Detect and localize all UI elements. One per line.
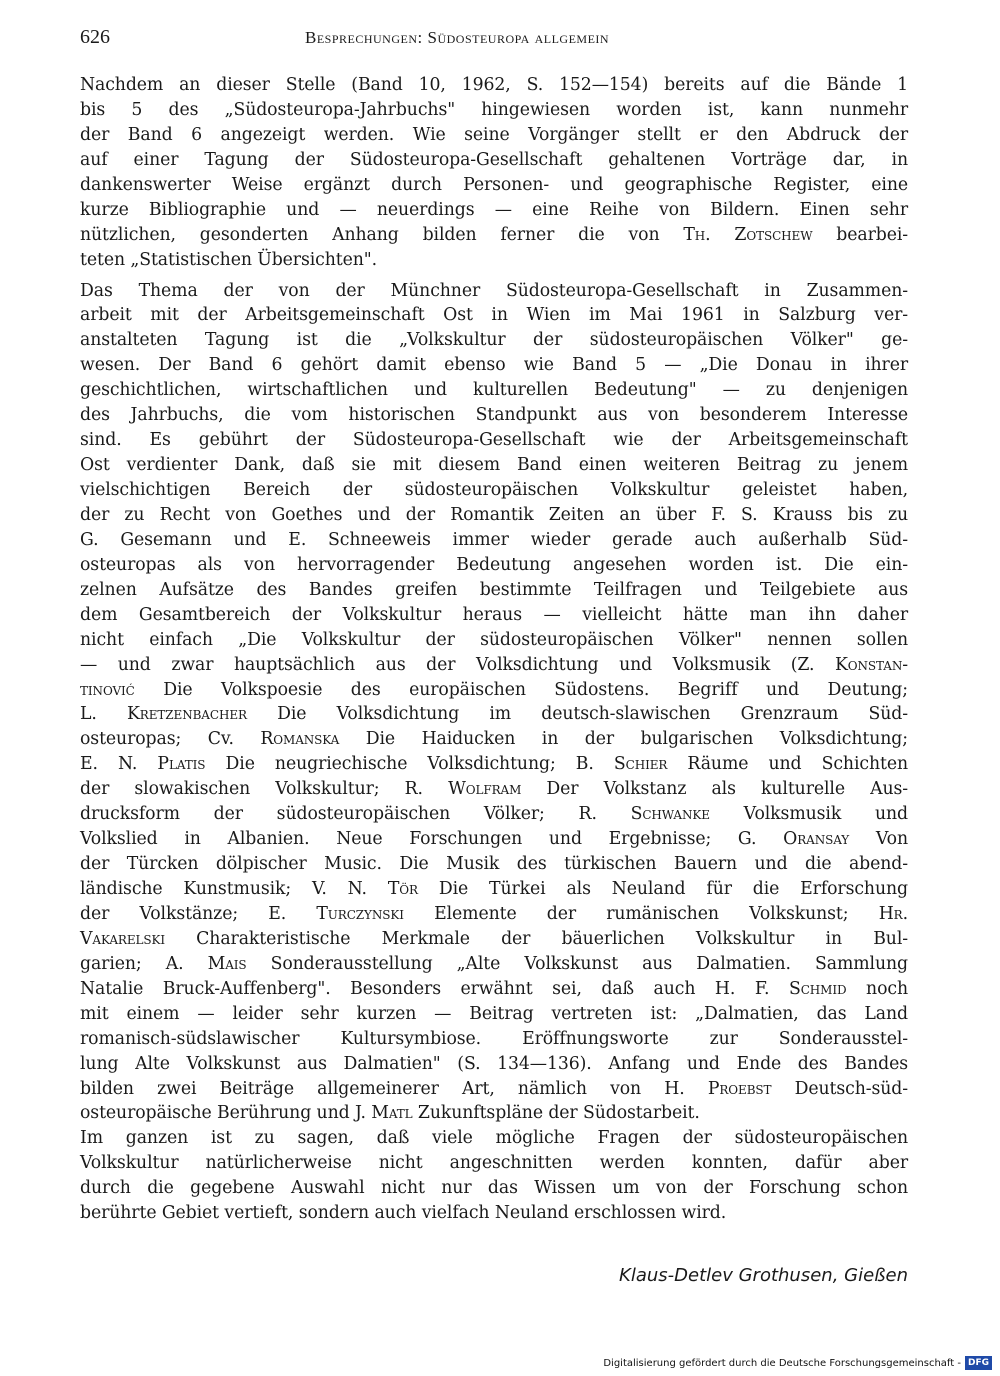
text-run: anstalteten Tagung ist die „Volkskultur der südosteuropäischen Völker" ge- <box>80 330 908 351</box>
text-line <box>80 198 908 223</box>
text-run: bilden zwei Beiträge allgemeinerer Art, nämlich von H. <box>80 1078 708 1099</box>
author-signature: Klaus-Detlev Grothusen, Gießen <box>619 1265 908 1286</box>
text-run: Elemente der rumänischen Volkskunst; <box>403 903 879 924</box>
text-run: Von <box>849 829 908 850</box>
page-header <box>0 26 1000 56</box>
text-run: Die Haiducken in der bulgarischen Volksdichtung; <box>339 729 908 750</box>
text-line <box>80 702 908 727</box>
text-line <box>80 802 908 827</box>
text-line <box>80 727 908 752</box>
text-line <box>80 553 908 578</box>
author-name: Tör <box>387 879 418 899</box>
text-line <box>80 1101 908 1126</box>
author-name: Platis <box>157 754 206 775</box>
author-name: Kretzenbacher <box>126 704 247 725</box>
text-line <box>80 123 908 148</box>
text-run: Die Volkspoesie des europäischen Südostens. Begriff und Deutung; <box>134 679 908 700</box>
author-name: Proebst <box>707 1078 772 1099</box>
text-line <box>80 952 908 977</box>
text-run: L. <box>80 704 127 725</box>
text-line <box>80 503 908 528</box>
text-run: romanisch-südslawischer Kultursymbiose. Eröffnungsworte zur Sonderausstel- <box>80 1028 908 1049</box>
text-run: sind. Es gebührt der Südosteuropa-Gesellschaft wie der Arbeitsgemeinschaft <box>80 430 908 451</box>
text-line <box>80 453 908 478</box>
text-line <box>80 223 908 248</box>
text-run: Im ganzen ist zu sagen, daß viele mögliche Fragen der südosteuropäischen <box>80 1128 908 1149</box>
author-name: Schwanke <box>630 804 710 825</box>
text-run: Zukunftspläne der Südostarbeit. <box>412 1103 700 1124</box>
author-name: Vakarelski <box>80 928 165 949</box>
text-run: Natalie Bruck-Auffenberg". Besonders erwähnt sei, daß auch H. F. <box>80 978 789 999</box>
text-line <box>80 279 908 304</box>
text-run: der zu Recht von Goethes und der Romantik Zeiten an über F. S. Krauss bis zu <box>80 504 908 525</box>
text-run: durch die gegebene Auswahl nicht nur das Wissen um von der Forschung schon <box>80 1178 908 1199</box>
text-line <box>80 378 908 403</box>
text-run: Die Türkei als Neuland für die Erforschung <box>417 879 908 899</box>
text-line <box>80 1126 908 1151</box>
text-line <box>80 478 908 503</box>
author-name: Schmid <box>788 978 847 999</box>
author-name: tinović <box>80 679 135 700</box>
text-line <box>80 977 908 1002</box>
text-run: mit einem — leider sehr kurzen — Beitrag vertreten ist: „Dalmatien, das Land <box>80 1003 908 1024</box>
author-name: Mais <box>207 953 247 974</box>
text-line <box>80 328 908 353</box>
text-line <box>80 148 908 173</box>
text-run: wesen. Der Band 6 gehört damit ebenso wie Band 5 — „Die Donau in ihrer <box>80 355 908 376</box>
text-line <box>80 678 908 703</box>
text-line <box>80 603 908 628</box>
text-run: Die Volksdichtung im deutsch-slawischen Grenzraum Süd- <box>246 704 908 725</box>
text-run: Der Volkstanz als kulturelle Aus- <box>521 779 909 800</box>
text-run: berührte Gebiet vertieft, sondern auch vielfach Neuland erschlossen wird. <box>80 1203 727 1224</box>
text-run: nützlichen, gesonderten Anhang bilden ferner die von <box>80 224 684 245</box>
text-line <box>80 1077 908 1102</box>
text-line <box>80 902 908 927</box>
author-name: Matl <box>371 1103 413 1124</box>
text-line <box>80 777 908 802</box>
text-run: der Türcken dölpischer Music. Die Musik des türkischen Bauern und die abend- <box>80 854 908 875</box>
text-run: lung Alte Volkskunst aus Dalmatien" (S. 134—136). Anfang und Ende des Bandes <box>80 1053 908 1074</box>
text-run: auf einer Tagung der Südosteuropa-Gesellschaft gehaltenen Vorträge dar, in <box>80 149 908 170</box>
paragraph <box>80 1126 908 1226</box>
text-line <box>80 428 908 453</box>
paragraph <box>80 73 908 273</box>
text-run: drucksform der südosteuropäischen Völker; R. <box>80 804 631 825</box>
author-name: Th. Zotschew <box>683 224 813 245</box>
text-line <box>80 628 908 653</box>
digitization-footer <box>603 1356 992 1370</box>
text-run: des Jahrbuchs, die vom historischen Standpunkt aus von besonderem Interesse <box>80 405 908 426</box>
paragraph <box>80 279 908 1127</box>
text-run: Nachdem an dieser Stelle (Band 10, 1962, S. 152—154) bereits auf die Bände 1 <box>80 75 908 95</box>
text-run: Volkslied in Albanien. Neue Forschungen und Ergebnisse; G. <box>80 829 784 850</box>
dfg-logo: DFG <box>965 1356 992 1370</box>
text-run: Sonderausstellung „Alte Volkskunst aus Dalmatien. Sammlung <box>246 953 908 974</box>
text-run: kurze Bibliographie und — neuerdings — eine Reihe von Bildern. Einen sehr <box>80 199 908 220</box>
text-run: dem Gesamtbereich der Volkskultur heraus — vielleicht hätte man ihn daher <box>80 604 908 625</box>
text-line <box>80 827 908 852</box>
text-line <box>80 852 908 877</box>
text-run: noch <box>846 978 908 999</box>
text-run: garien; A. <box>80 953 208 974</box>
text-line <box>80 1002 908 1027</box>
text-line <box>80 403 908 428</box>
text-line <box>80 98 908 123</box>
text-run: Charakteristische Merkmale der bäuerlichen Volkskultur in Bul- <box>164 928 908 949</box>
author-name: Wolfram <box>448 779 522 800</box>
text-line <box>80 1151 908 1176</box>
text-line <box>80 927 908 952</box>
text-run: dankenswerter Weise ergänzt durch Personen- und geographische Register, eine <box>80 174 908 195</box>
text-line <box>80 578 908 603</box>
text-line <box>80 528 908 553</box>
text-line <box>80 1201 908 1226</box>
text-run: Räume und Schichten <box>667 754 908 775</box>
text-run: zelnen Aufsätze des Bandes greifen bestimmte Teilfragen und Teilgebiete aus <box>80 579 908 600</box>
text-line <box>80 877 908 902</box>
text-line <box>80 248 908 273</box>
text-run: osteuropäische Berührung und J. <box>80 1103 372 1124</box>
text-run: osteuropas als von hervorragender Bedeutung angesehen worden ist. Die ein- <box>80 554 908 575</box>
text-run: geschichtlichen, wirtschaftlichen und kulturellen Bedeutung" — zu denjenigen <box>80 380 908 401</box>
text-run: Volksmusik und <box>709 804 908 825</box>
author-name: Schier <box>613 754 668 775</box>
author-name: Turczynski <box>316 903 404 924</box>
text-run: — und zwar hauptsächlich aus der Volksdichtung und Volksmusik (Z. <box>80 654 835 675</box>
text-line <box>80 752 908 777</box>
page-number: 626 <box>80 26 110 48</box>
text-run: Das Thema der von der Münchner Südosteuropa-Gesellschaft in Zusammen- <box>80 280 908 301</box>
text-line <box>80 303 908 328</box>
text-run: teten „Statistischen Übersichten". <box>80 249 378 270</box>
text-run: ländische Kunstmusik; V. N. <box>80 879 388 899</box>
author-name: Hr. <box>878 903 908 924</box>
text-run: E. N. <box>80 754 158 775</box>
text-line <box>80 353 908 378</box>
author-name: Oransay <box>783 829 850 850</box>
text-line <box>80 1027 908 1052</box>
text-run: Volkskultur natürlicherweise nicht angeschnitten werden konnten, dafür aber <box>80 1153 908 1174</box>
text-run: Deutsch-süd- <box>771 1078 908 1099</box>
text-run: bearbei- <box>812 224 909 245</box>
review-body <box>80 73 908 1226</box>
footer-text: Digitalisierung gefördert durch die Deutsche Forschungsgemeinschaft - <box>603 1357 961 1369</box>
text-run: bis 5 des „Südosteuropa-Jahrbuchs" hingewiesen worden ist, kann nunmehr <box>80 99 908 120</box>
text-run: osteuropas; Cv. <box>80 729 261 750</box>
text-line <box>80 653 908 678</box>
text-run: arbeit mit der Arbeitsgemeinschaft Ost in Wien im Mai 1961 in Salzburg ver- <box>80 305 908 326</box>
text-line <box>80 1176 908 1201</box>
text-run: der Volkstänze; E. <box>80 903 317 924</box>
text-run: Ost verdienter Dank, daß sie mit diesem Band einen weiteren Beitrag zu jenem <box>80 455 908 476</box>
text-line <box>80 73 908 98</box>
text-line <box>80 173 908 198</box>
text-run: G. Gesemann und E. Schneeweis immer wieder gerade auch außerhalb Süd- <box>80 529 908 550</box>
author-name: Konstan- <box>834 654 908 675</box>
text-run: der Band 6 angezeigt werden. Wie seine Vorgänger stellt er den Abdruck der <box>80 124 908 145</box>
author-name: Romanska <box>260 729 340 750</box>
text-run: Die neugriechische Volksdichtung; B. <box>205 754 614 775</box>
running-head: Besprechungen: Südosteuropa allgemein <box>305 28 610 47</box>
text-run: vielschichtigen Bereich der südosteuropäischen Volkskultur geleistet haben, <box>80 480 908 500</box>
text-run: nicht einfach „Die Volkskultur der südosteuropäischen Völker" nennen sollen <box>80 629 908 650</box>
text-line <box>80 1052 908 1077</box>
text-run: der slowakischen Volkskultur; R. <box>80 779 449 800</box>
